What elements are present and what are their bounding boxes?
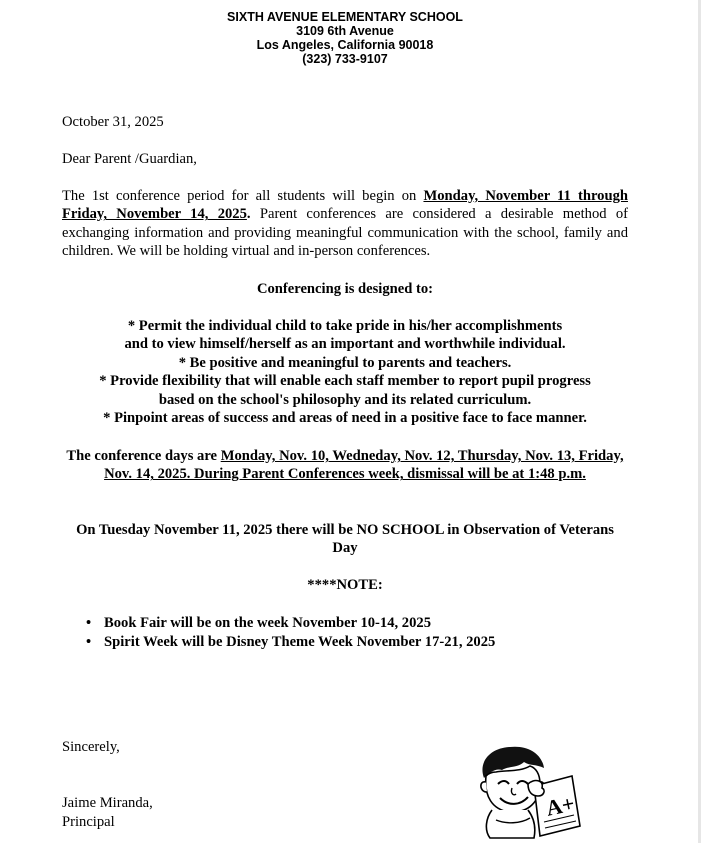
intro-rest: Parent conferences are considered a desirable method of exchanging information and providing meaningful communication with the school, family and children. We will be holding virtual and in-person conferences. — [62, 206, 629, 260]
school-street: 3109 6th Avenue — [296, 24, 394, 38]
intro-lead: The 1st conference period for all students will begin on — [62, 188, 424, 204]
note-text: Spirit Week will be Disney Theme Week November 17-21, 2025 — [104, 634, 496, 650]
conference-days-dates: Monday, Nov. 10, Wedneday, Nov. 12, Thursday, Nov. 13, Friday, Nov. 14, 2025. During Parent Conferences week, dismissal will be at 1:48 p.m. — [104, 448, 624, 483]
school-name: SIXTH AVENUE ELEMENTARY SCHOOL — [227, 10, 463, 24]
goal-line: and to view himself/herself as an important and worthwhile individual. — [124, 336, 566, 353]
list-item — [84, 633, 624, 652]
signature-name: Jaime Miranda, — [62, 795, 153, 811]
goal-line: based on the school's philosophy and its related curriculum. — [158, 391, 532, 408]
goal-line: * Permit the individual child to take pride in his/her accomplishments — [127, 318, 563, 334]
school-phone: (323) 733-9107 — [302, 52, 388, 66]
grade-text: A+ — [543, 790, 577, 821]
note-text: Book Fair will be on the week November 10-14, 2025 — [104, 615, 431, 631]
salutation: Dear Parent /Guardian, — [62, 151, 197, 167]
no-school-notice: On Tuesday November 11, 2025 there will be NO SCHOOL in Observation of Veterans Day — [76, 522, 614, 557]
list-item — [84, 614, 624, 633]
intro-dates: Monday, November 11 through Friday, November 14, 2025 — [62, 188, 628, 223]
conferencing-heading: Conferencing is designed to: — [256, 281, 434, 297]
goal-line: * Pinpoint areas of success and areas of need in a positive face to face manner. — [103, 410, 587, 427]
goal-line: * Provide flexibility that will enable each staff member to report pupil progress — [99, 373, 591, 390]
conference-days — [62, 447, 628, 484]
school-city: Los Angeles, California 90018 — [256, 38, 434, 52]
conferencing-goals — [62, 317, 628, 427]
note-label: ****NOTE: — [307, 577, 383, 593]
conference-days-lead: The conference days are — [66, 448, 221, 464]
bullet-icon: • — [86, 634, 92, 650]
notes-list — [84, 614, 624, 652]
signature-title: Principal — [62, 814, 115, 830]
goal-line: * Be positive and meaningful to parents and teachers. — [178, 354, 512, 371]
letterhead — [62, 10, 628, 66]
closing: Sincerely, — [62, 739, 120, 755]
intro-paragraph — [62, 187, 628, 261]
bullet-icon: • — [86, 615, 92, 631]
student-mascot-icon — [476, 744, 586, 840]
letter-date: October 31, 2025 — [62, 114, 164, 130]
intro-period: . — [246, 206, 251, 223]
